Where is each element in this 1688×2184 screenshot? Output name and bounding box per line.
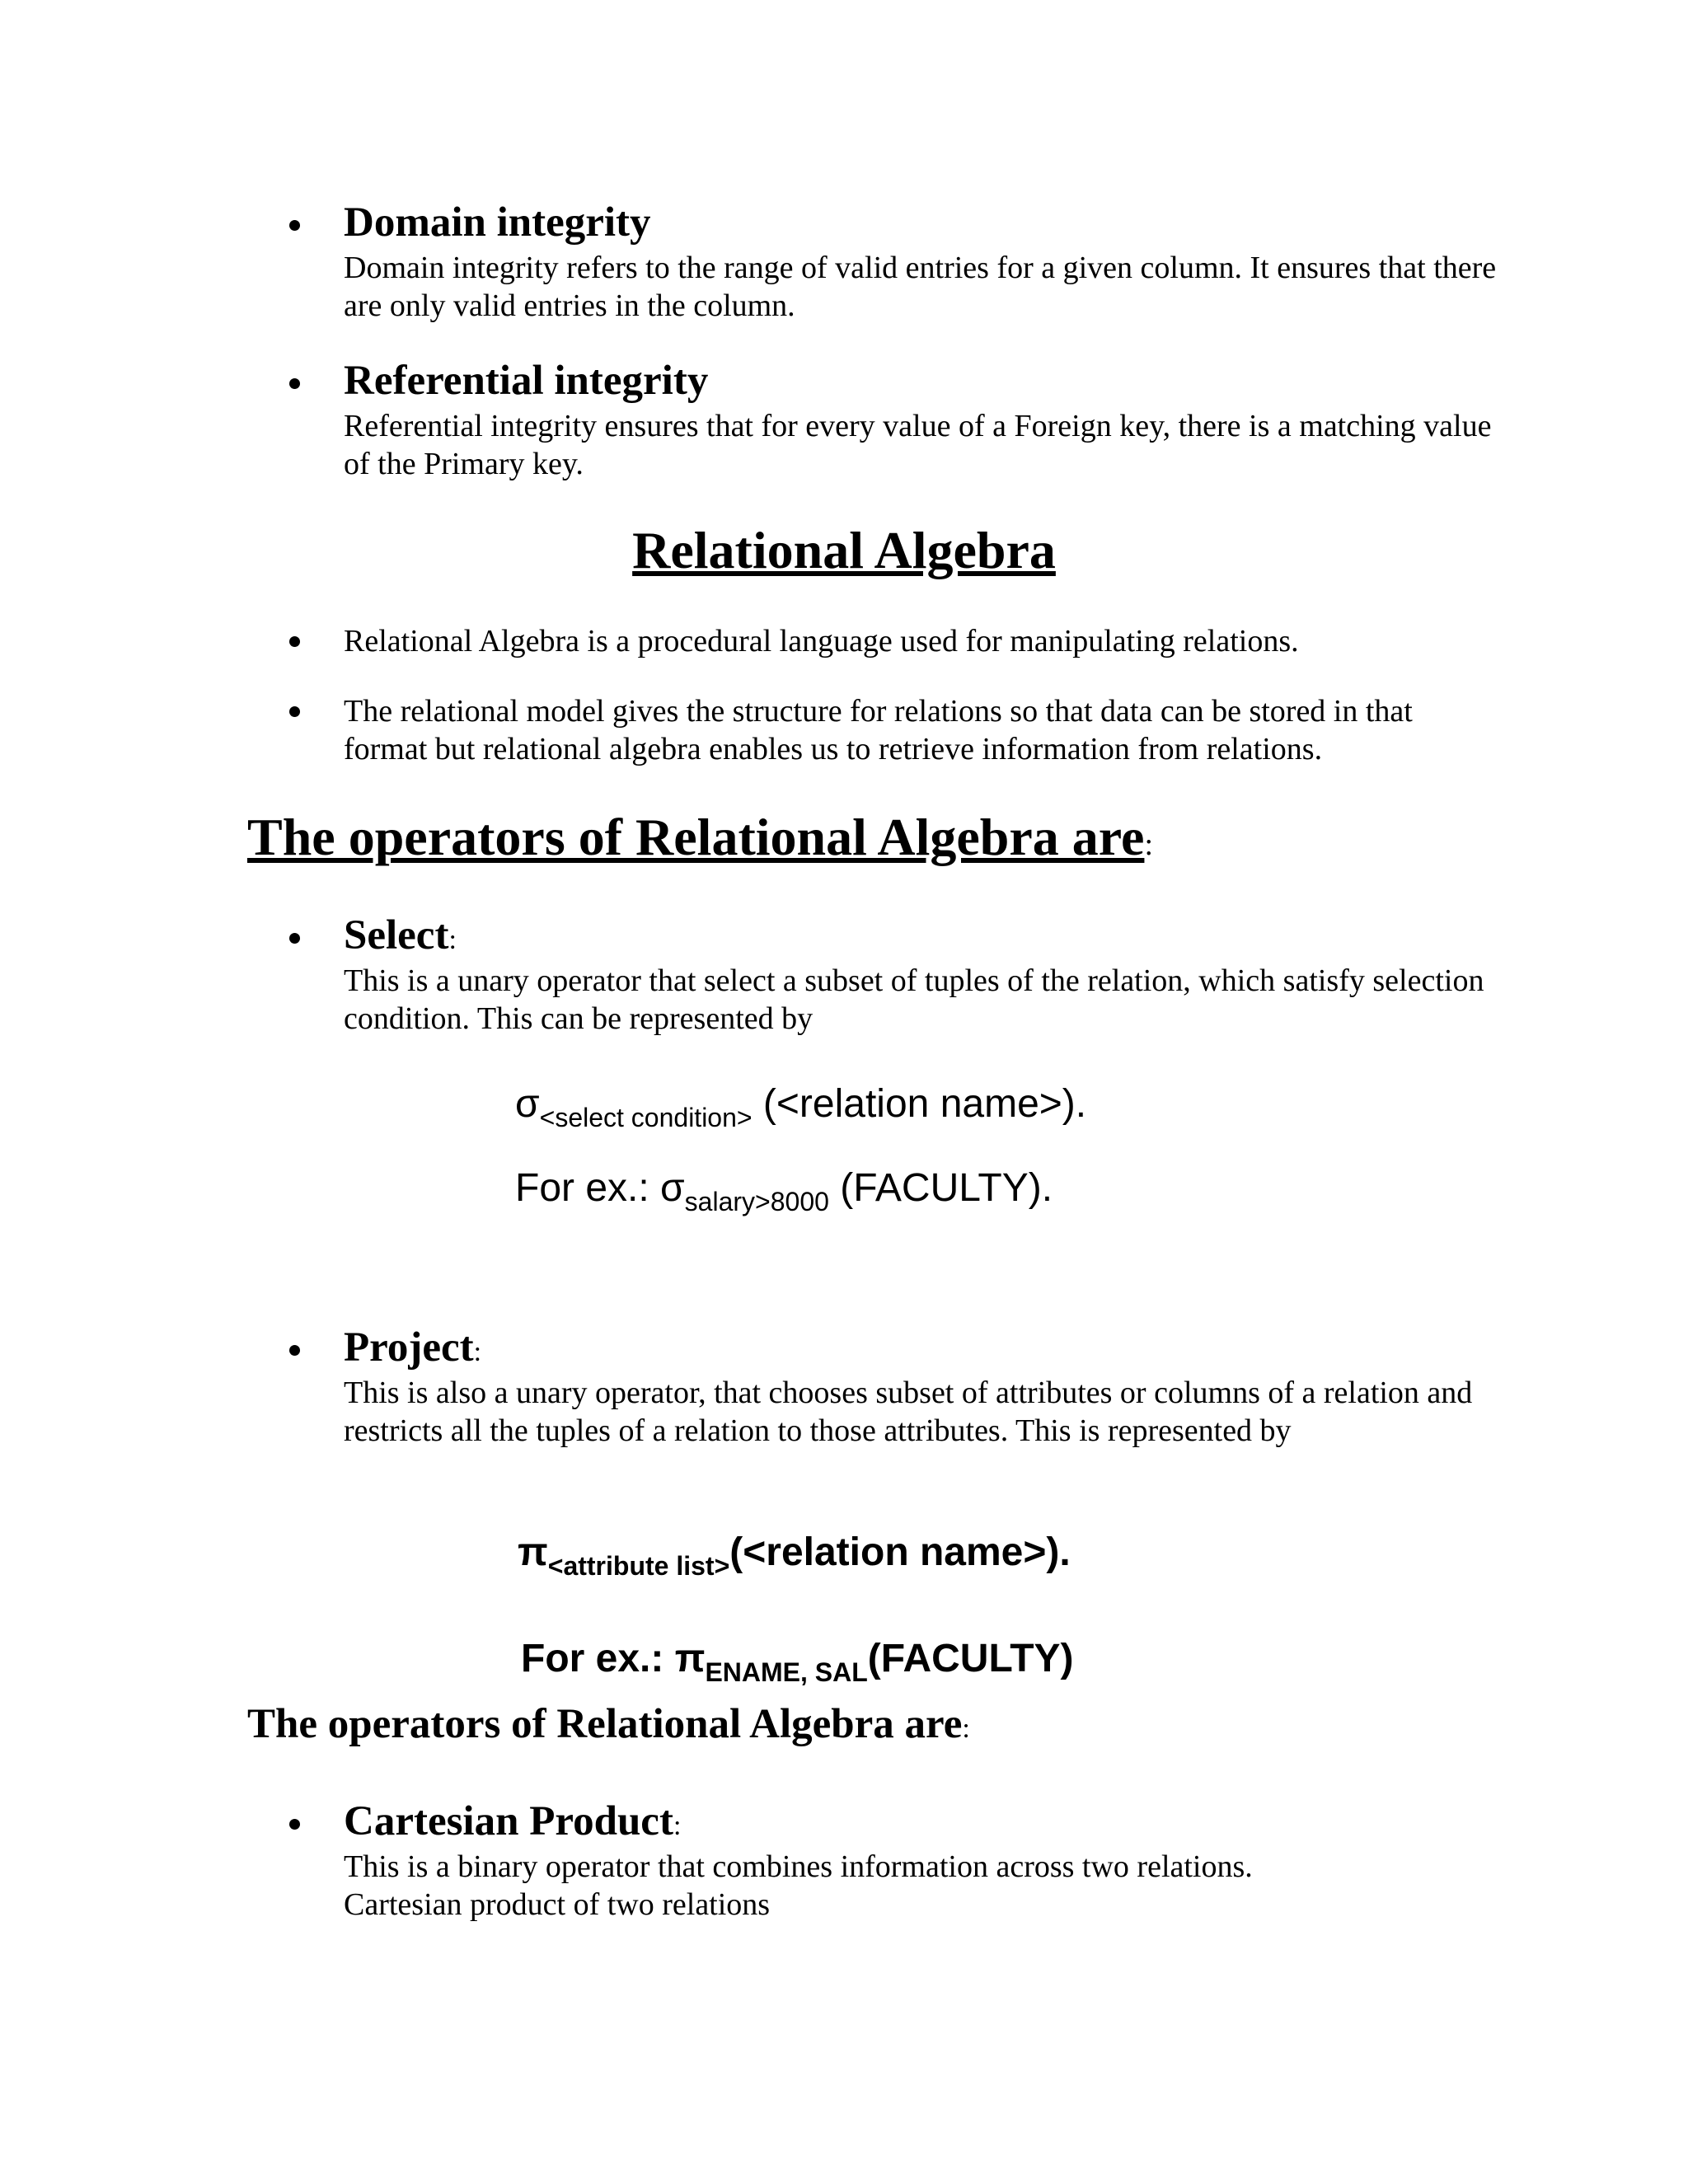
term-description: Domain integrity refers to the range of valid entries for a given column. It ensures that there are only valid entries in the column. [344,251,1497,323]
operators-heading-2 [247,1699,970,1754]
sigma-symbol: σ [515,1082,540,1126]
term-colon: : [673,1811,682,1841]
term-heading: Domain integrity [344,199,651,246]
example-prefix: For ex.: [521,1637,675,1680]
select-formula [515,1081,1086,1133]
project-formula [518,1530,1071,1582]
formula-rest: (<relation name>). [729,1530,1071,1574]
bullet-dot [289,706,300,717]
section-title: Relational Algebra [632,521,1056,579]
example-prefix: For ex.: [515,1166,661,1210]
example-rest: (FACULTY). [828,1166,1053,1210]
term-label: Cartesian Product [344,1798,673,1844]
example-rest: (FACULTY) [867,1637,1074,1680]
term-description: Referential integrity ensures that for every value of a Foreign key, there is a matching value of the Primary key. [344,409,1492,481]
paragraph: The relational model gives the structure for relations so that data can be stored in that format but relational algebra enables us to retrieve information from relations. [344,694,1413,766]
term-heading [344,1323,481,1377]
bullet-dot [289,933,300,944]
heading-colon: : [962,1713,970,1744]
pi-symbol: π [518,1530,548,1574]
example-subscript: ENAME, SAL [705,1657,868,1687]
term-description: This is a binary operator that combines information across two relations. Cartesian product of two relations [344,1849,1253,1922]
term-description: This is a unary operator that select a subset of tuples of the relation, which satisfy selection condition. This can be represented by [344,963,1484,1036]
term-label: Project [344,1324,474,1371]
formula-rest: (<relation name>). [752,1082,1087,1126]
term-heading [344,911,457,965]
term-description: This is also a unary operator, that chooses subset of attributes or columns of a relation and restricts all the tuples of a relation to those attributes. This is represented by [344,1376,1473,1448]
bullet-dot [289,1819,300,1830]
select-example [515,1165,1053,1217]
operators-heading-text: The operators of Relational Algebra are [247,1701,963,1747]
formula-subscript: <attribute list> [547,1551,730,1581]
term-colon: : [473,1337,482,1367]
term-colon: : [448,925,457,955]
operators-heading [247,806,1153,876]
term-heading: Referential integrity [344,358,709,404]
bullet-dot [289,220,300,231]
bullet-dot [289,378,300,389]
term-heading [344,1797,681,1851]
bullet-dot [289,636,300,647]
bullet-dot [289,1345,300,1356]
pi-symbol: π [674,1637,706,1680]
heading-colon: : [1144,827,1153,862]
operators-heading-text: The operators of Relational Algebra are [247,808,1145,866]
sigma-symbol: σ [660,1166,685,1210]
project-example [521,1636,1074,1688]
term-label: Select [344,912,449,958]
paragraph: Relational Algebra is a procedural language used for manipulating relations. [344,624,1299,658]
formula-subscript: <select condition> [539,1103,753,1132]
example-subscript: salary>8000 [684,1187,829,1216]
